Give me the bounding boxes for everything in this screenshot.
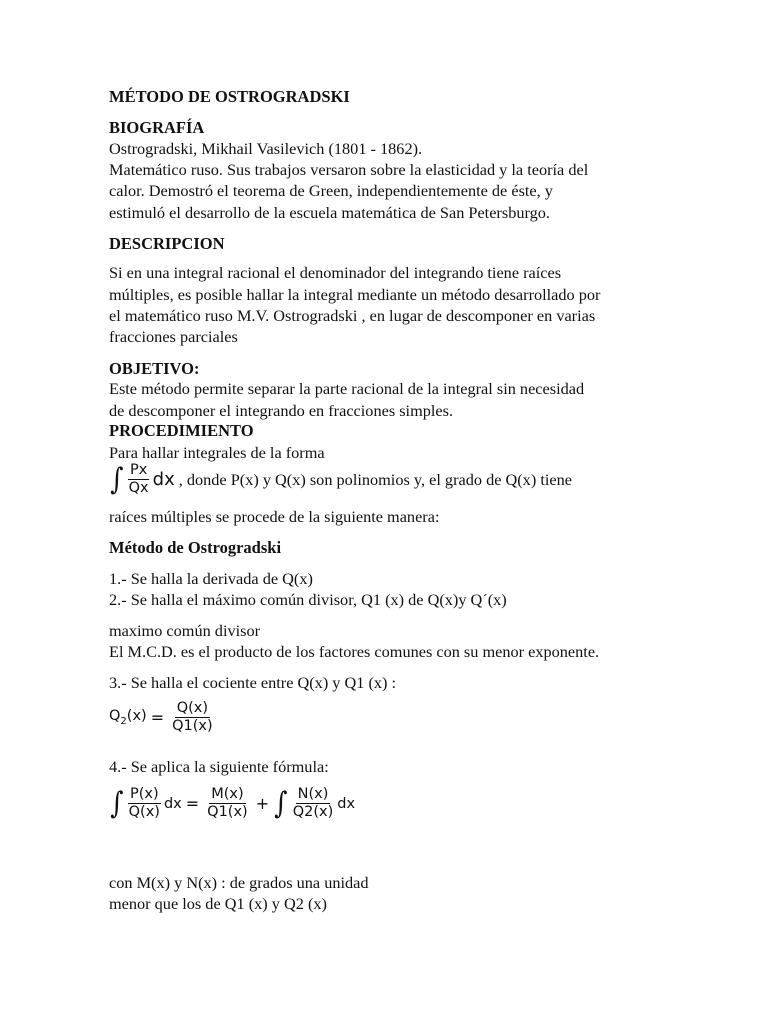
step-4: 4.- Se aplica la siguiente fórmula:	[109, 757, 329, 776]
fraction-denominator: Q2(x)	[292, 804, 334, 820]
mcd-definition: El M.C.D. es el producto de los factores comunes con su menor exponente.	[109, 642, 600, 661]
note-line: menor que los de Q1 (x) y Q2 (x)	[109, 894, 327, 913]
differential-dx: dx	[337, 795, 356, 812]
paragraph-line: Matemático ruso. Sus trabajos versaron sobre la elasticidad y la teoría del	[109, 160, 589, 179]
section-heading-objetivo: OBJETIVO:	[109, 359, 200, 378]
step-2: 2.- Se halla el máximo común divisor, Q1 (x) de Q(x)y Q´(x)	[109, 590, 507, 609]
fraction-denominator: Qx	[128, 480, 149, 496]
fraction-numerator: P(x)	[129, 786, 159, 802]
mcd-label: maximo común divisor	[109, 621, 261, 640]
differential-dx: dx	[152, 469, 175, 490]
fraction-denominator: Q1(x)	[172, 718, 213, 734]
fraction-n-over-q2	[291, 786, 336, 821]
plus-sign: +	[255, 794, 270, 813]
equals-sign: =	[185, 794, 200, 813]
fraction-denominator: Q(x)	[128, 804, 160, 820]
paragraph-line: Ostrogradski, Mikhail Vasilevich (1801 - 1862).	[109, 139, 423, 158]
equation-q2	[109, 700, 217, 735]
paragraph-line: Si en una integral racional el denominador del integrando tiene raíces	[109, 263, 562, 282]
integral-sign: ∫	[274, 785, 288, 821]
paragraph-line: estimuló el desarrollo de la escuela matemática de San Petersburgo.	[109, 203, 550, 222]
fraction-denominator: Q1(x)	[207, 804, 248, 820]
fraction-m-over-q1	[205, 786, 250, 821]
q2-symbol: Q	[109, 708, 121, 725]
paragraph-line: de descomponer el integrando en fracciones simples.	[109, 401, 454, 420]
fraction-numerator: N(x)	[297, 786, 329, 802]
step-3: 3.- Se halla el cociente entre Q(x) y Q1 (x) :	[109, 673, 397, 692]
fraction-px-qx	[127, 462, 151, 497]
step-1: 1.- Se halla la derivada de Q(x)	[109, 569, 313, 588]
note-line: con M(x) y N(x) : de grados una unidad	[109, 873, 369, 892]
paragraph-line: Este método permite separar la parte racional de la integral sin necesidad	[109, 379, 585, 398]
integral-form-line	[109, 462, 572, 497]
paragraph-line: el matemático ruso M.V. Ostrogradski , en lugar de descomponer en varias	[109, 306, 596, 325]
paragraph-line: , donde P(x) y Q(x) son polinomios y, el grado de Q(x) tiene	[178, 470, 572, 489]
paragraph-line: calor. Demostró el teorema de Green, independientemente de éste, y	[109, 181, 553, 200]
q2-argument: (x)	[126, 708, 147, 725]
section-heading-descripcion: DESCRIPCION	[109, 234, 225, 253]
fraction-numerator: Q(x)	[176, 700, 209, 716]
differential-dx: dx	[163, 795, 182, 812]
section-heading-metodo: Método de Ostrogradski	[109, 538, 282, 557]
paragraph-line: fracciones parciales	[109, 327, 238, 346]
fraction-p-over-q	[127, 786, 162, 821]
fraction-numerator: M(x)	[211, 786, 244, 802]
q2-subscript: 2	[120, 715, 127, 727]
paragraph-line: Para hallar integrales de la forma	[109, 443, 325, 462]
fraction-q-over-q1	[170, 700, 215, 735]
fraction-numerator: Px	[129, 462, 148, 478]
paragraph-line: raíces múltiples se procede de la siguiente manera:	[109, 507, 440, 526]
ostrogradski-formula	[109, 786, 355, 821]
integral-sign: ∫	[110, 461, 124, 497]
section-heading-procedimiento: PROCEDIMIENTO	[109, 421, 254, 440]
paragraph-line: múltiples, es posible hallar la integral mediante un método desarrollado por	[109, 285, 601, 304]
equals-sign: =	[150, 708, 165, 727]
integral-sign: ∫	[110, 785, 124, 821]
q2-lhs	[109, 708, 147, 727]
document-title: MÉTODO DE OSTROGRADSKI	[109, 87, 350, 106]
section-heading-biografia: BIOGRAFÍA	[109, 118, 205, 137]
